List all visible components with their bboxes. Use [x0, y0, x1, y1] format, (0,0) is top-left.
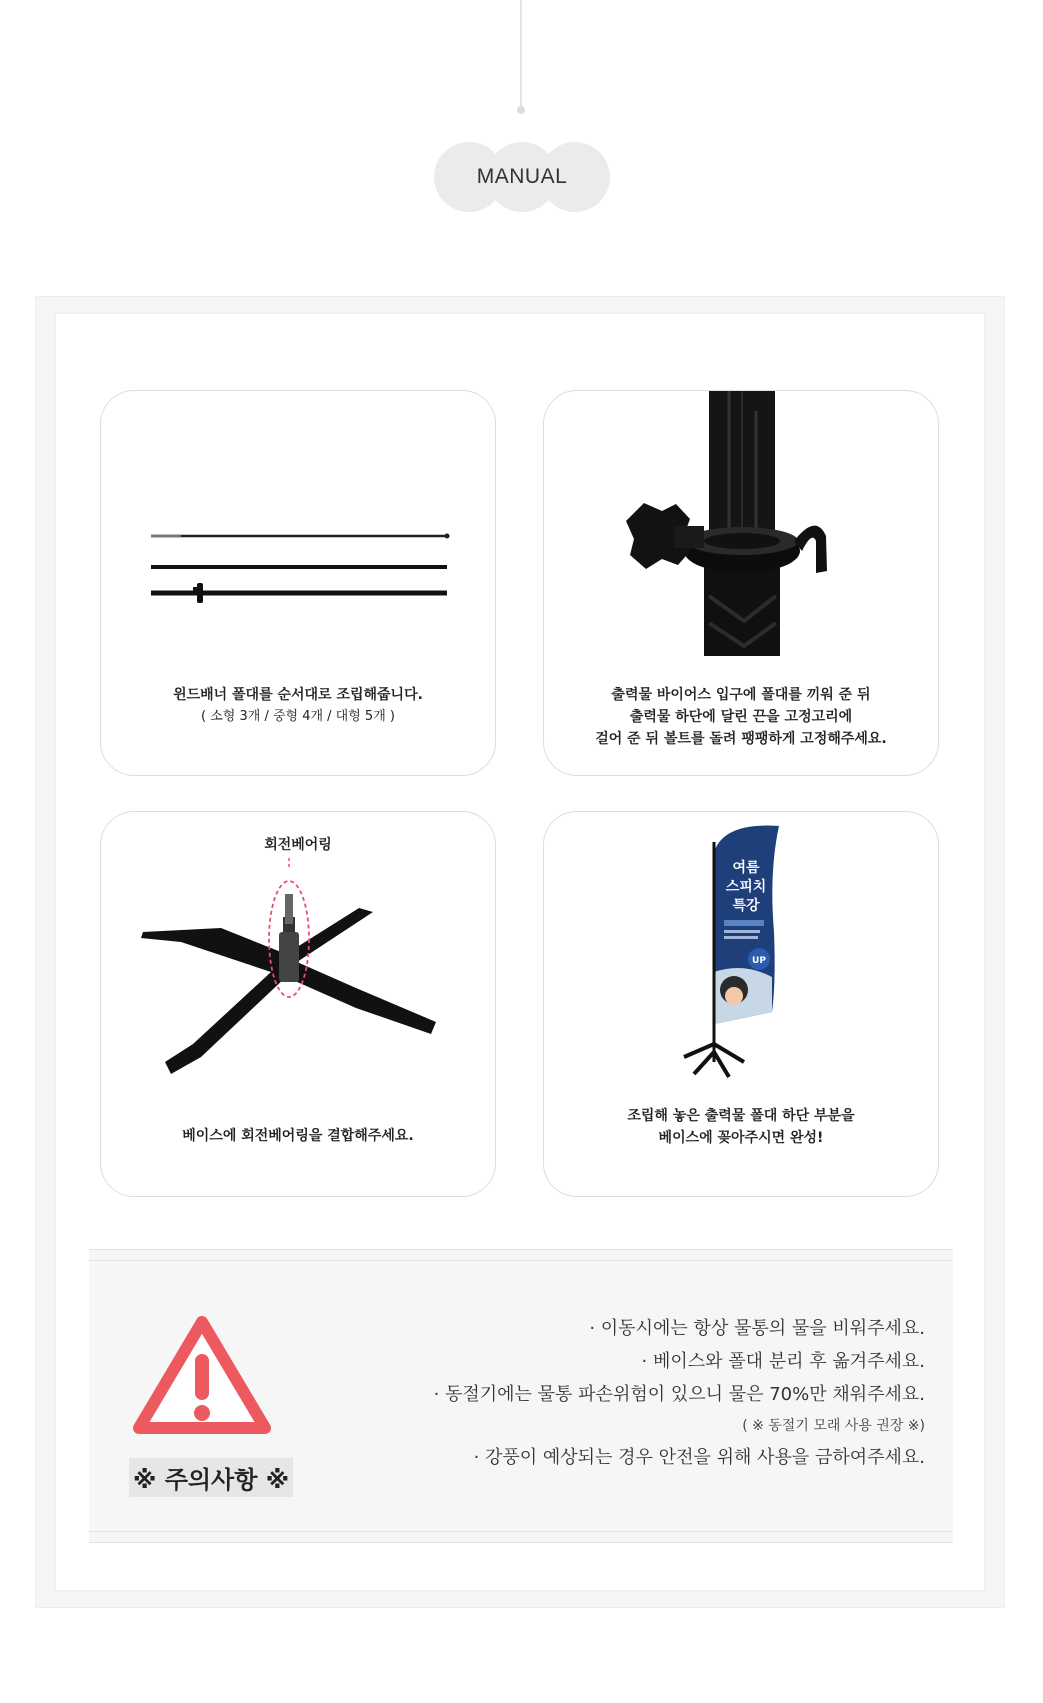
caution-title: ※ 주의사항 ※: [129, 1458, 293, 1497]
banner-text-line-3: 특강: [732, 898, 760, 914]
step-1-caption: [101, 684, 495, 728]
bearing-callout-label: 회전베어링: [264, 837, 332, 853]
banner-text-line-1: 여름: [732, 860, 760, 876]
step-2-caption-line-3: 걸어 준 뒤 볼트를 돌려 팽팽하게 고정해주세요.: [595, 731, 887, 747]
bearing-post: [279, 894, 299, 982]
pole-lower-grip: [704, 566, 780, 656]
step-2-caption-line-2: 출력물 하단에 달린 끈을 고정고리에: [629, 709, 853, 725]
step-1-caption-line: 윈드배너 폴대를 순서대로 조립해줍니다.: [173, 687, 423, 703]
feather-banner: [714, 826, 779, 1024]
caution-note: ( ※ 동절기 모래 사용 권장 ※): [742, 1418, 925, 1434]
banner-text-line-2: 스피치: [725, 879, 767, 895]
pole-upper: [709, 391, 775, 536]
caution-item-1: · 이동시에는 항상 물통의 물을 비워주세요.: [589, 1318, 925, 1339]
step-2-caption-line-1: 출력물 바이어스 입구에 폴대를 끼워 준 뒤: [611, 687, 871, 703]
step-4-caption-line-1: 조립해 놓은 출력물 폴대 하단 부분을: [627, 1108, 855, 1124]
manual-heading: MANUAL: [476, 165, 568, 188]
caution-divider-top: [89, 1260, 953, 1261]
pole-segment-3: [151, 583, 447, 603]
caution-item-4: · 강풍이 예상되는 경우 안전을 위해 사용을 금하여주세요.: [473, 1447, 925, 1468]
caution-list: [434, 1312, 925, 1474]
step-card-poles: [100, 390, 496, 776]
step-card-complete: [543, 811, 939, 1197]
step-4-caption: [544, 1105, 938, 1149]
caution-panel: [89, 1249, 953, 1543]
banner-up-badge: UP: [752, 956, 766, 966]
caution-item-2: · 베이스와 폴대 분리 후 옮겨주세요.: [641, 1351, 925, 1372]
warning-triangle-icon: [133, 1314, 271, 1438]
caution-divider-bottom: [89, 1531, 953, 1532]
step-3-caption: 베이스에 회전베어링을 결합해주세요.: [182, 1128, 414, 1144]
manual-heading-badge: [434, 142, 610, 212]
top-connector-line: [520, 0, 522, 108]
pole-segment-1: [151, 534, 450, 539]
caution-item-3: · 동절기에는 물통 파손위험이 있으니 물은 70%만 채워주세요.: [433, 1384, 925, 1405]
step-1-caption-sizes: ( 소형 3개 / 중형 4개 / 대형 5개 ): [201, 709, 395, 724]
step-2-caption: [544, 684, 938, 750]
top-connector-dot: [517, 106, 525, 114]
step-card-base: [100, 811, 496, 1197]
step-4-caption-line-2: 베이스에 꽂아주시면 완성!: [658, 1130, 824, 1146]
step-card-clamp: [543, 390, 939, 776]
